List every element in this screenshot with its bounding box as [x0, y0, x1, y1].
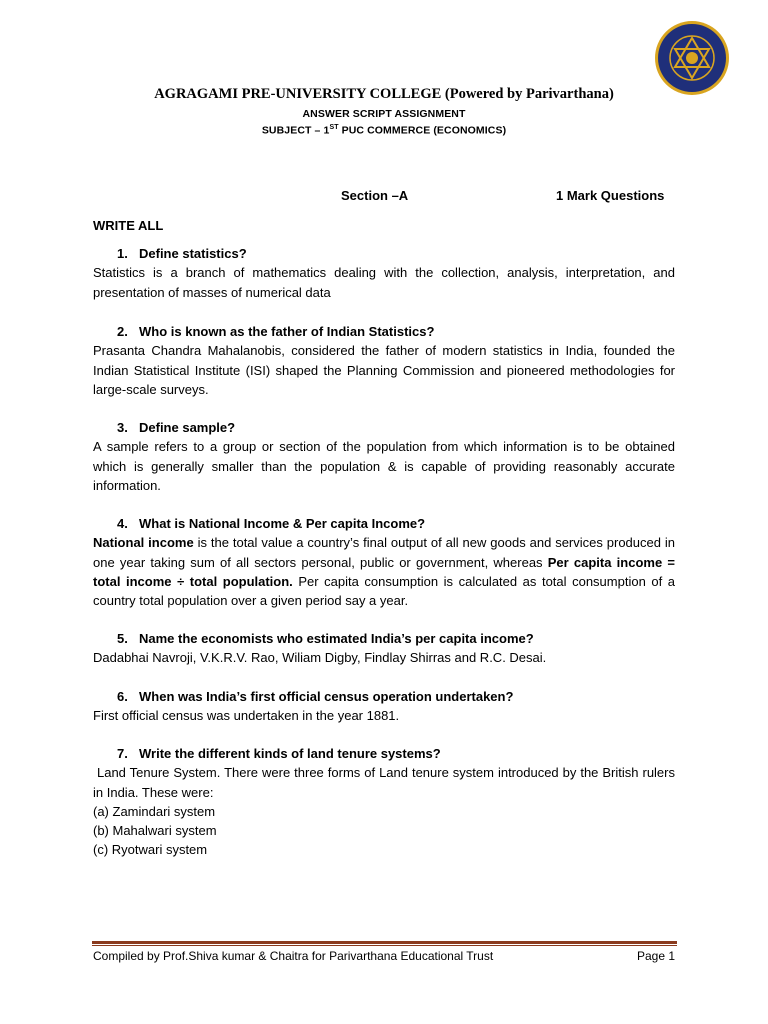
term-national-income: National income: [93, 535, 194, 551]
footer-divider-thin: [92, 945, 677, 946]
section-label: Section –A: [341, 188, 409, 203]
page-number: Page 1: [637, 949, 676, 963]
answer-text: A sample refers to a group or section of the population from which information is to be obtained which is generally smaller than the population & is capable of providing reasonably accurate information.: [93, 439, 675, 493]
question: [93, 244, 675, 263]
question-number: 2.: [117, 324, 128, 339]
subject-prefix: SUBJECT – 1: [261, 124, 330, 137]
answer-text: First official census was undertaken in the year 1881.: [93, 708, 400, 724]
question: [93, 418, 675, 437]
question: [93, 629, 675, 648]
subject-superscript: ST: [329, 124, 339, 131]
section-marks: 1 Mark Questions: [556, 188, 665, 203]
assignment-title: ANSWER SCRIPT ASSIGNMENT: [302, 108, 466, 120]
question-text: Name the economists who estimated India’s per capita income?: [139, 631, 534, 646]
question-number: 7.: [117, 746, 128, 761]
question: [93, 514, 675, 533]
question: [93, 322, 675, 341]
question-text: Define sample?: [139, 420, 236, 435]
question-number: 3.: [117, 420, 128, 435]
answer-segment: Per capita consumption is calculated as total consumption of a country total population over a given period say a year.: [93, 573, 675, 609]
question-text: What is National Income & Per capita Income?: [139, 516, 426, 531]
footer-divider: [92, 941, 677, 944]
question-text: Write the different kinds of land tenure systems?: [139, 746, 441, 761]
question-number: 6.: [117, 689, 128, 704]
question-number: 5.: [117, 631, 128, 646]
instruction: WRITE ALL: [93, 218, 164, 233]
qa-item-4: [93, 514, 675, 610]
footer-credit: Compiled by Prof.Shiva kumar & Chaitra for Parivarthana Educational Trust: [93, 949, 494, 963]
answer-line: (a) Zamindari system: [93, 803, 216, 819]
question-text: Who is known as the father of Indian Statistics?: [139, 324, 435, 339]
answer-line: (b) Mahalwari system: [93, 823, 217, 839]
qa-item-1: [93, 244, 675, 302]
answer-text: Prasanta Chandra Mahalanobis, considered the father of modern statistics in India, founded the Indian Statistical Institute (ISI) shaped the Planning Commission and pioneered methodologies for large-scale surveys.: [93, 343, 675, 397]
question-text: Define statistics?: [139, 246, 247, 261]
college-seal-logo: [654, 20, 730, 96]
subject-line: [0, 124, 768, 137]
qa-item-5: [93, 629, 675, 668]
question-text: When was India’s first official census operation undertaken?: [139, 689, 514, 704]
qa-item-7: [93, 744, 679, 860]
answer-text: Dadabhai Navroji, V.K.R.V. Rao, Wiliam Digby, Findlay Shirras and R.C. Desai.: [93, 650, 547, 666]
qa-item-3: [93, 418, 675, 495]
college-title: AGRAGAMI PRE-UNIVERSITY COLLEGE (Powered by Parivarthana): [154, 86, 614, 102]
answer-text: [93, 533, 675, 610]
question: [93, 744, 675, 763]
answer-text: Statistics is a branch of mathematics dealing with the collection, analysis, interpretation, and presentation of masses of numerical data: [93, 265, 675, 300]
answer-line: (c) Ryotwari system: [93, 842, 208, 858]
answer-line: Land Tenure System. There were three forms of Land tenure system introduced by the British rulers in India. These were:: [93, 765, 679, 800]
question: [93, 687, 675, 706]
answer-text: [93, 763, 679, 859]
question-number: 1.: [117, 246, 128, 261]
question-number: 4.: [117, 516, 128, 531]
subject-suffix: PUC COMMERCE (ECONOMICS): [338, 124, 507, 137]
qa-item-6: [93, 687, 675, 726]
answer-segment: is the total value a country’s final output of all new goods and services produced in one year taking sum of all sectors personal, public or government, whereas: [93, 535, 675, 570]
term-per-capita-formula: Per capita income = total income ÷ total population.: [93, 554, 675, 589]
qa-item-2: [93, 322, 675, 399]
